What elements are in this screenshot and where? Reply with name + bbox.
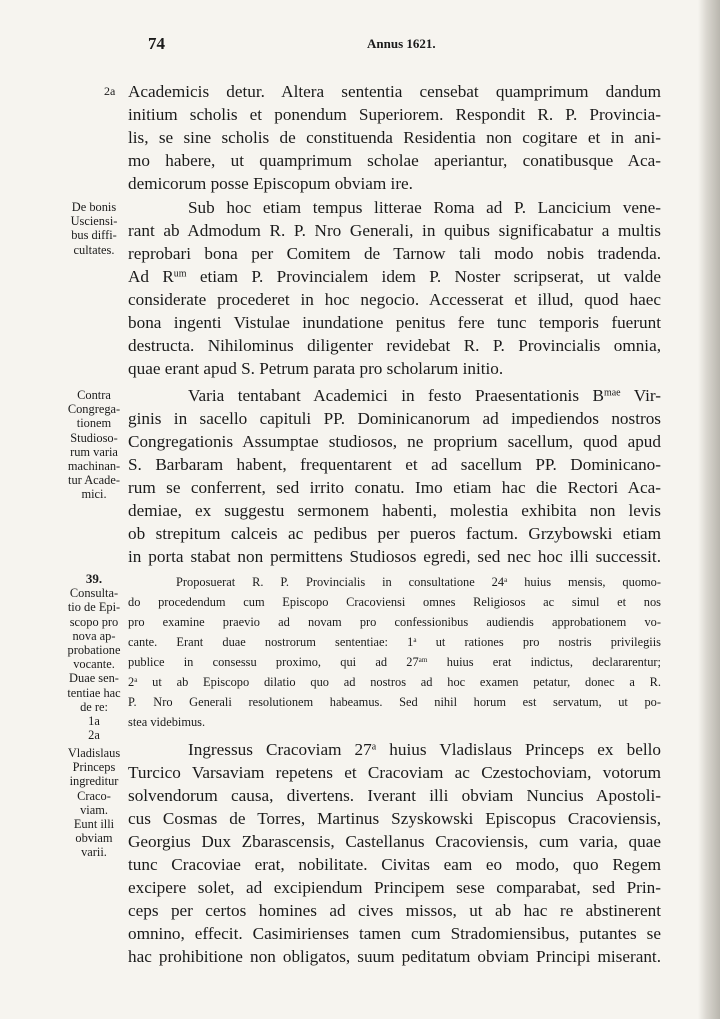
- text-line: quae erant apud S. Petrum parata pro scholarum initio.: [128, 359, 504, 378]
- text-line: Proposuerat R. P. Provincialis in consultatione 24$^a$ huius mensis, quomo-: [176, 575, 661, 589]
- text-line: lis, se sine scholis de constituenda Residentia non cogitare et in ani-: [128, 128, 661, 147]
- margin-line: Eunt illi: [73, 817, 115, 832]
- text-line: cante. Erant duae nostrorum sententiae: 1$^a$ ut rationes pro nostris privilegiis: [128, 635, 661, 649]
- text-line: 2$^a$ ut ab Episcopo dilatio quo ad nostros ad hoc examen petatur, donec a R.: [128, 675, 661, 689]
- margin-line: rum varia: [70, 444, 118, 459]
- text-line: S. Barbaram habent, frequentarent et ad sacellum PP. Dominicano-: [128, 455, 661, 474]
- margin-line: tionem: [76, 416, 112, 431]
- text-line: ceps per certos homines ad cives missos, ut ab hac re abstinerent: [128, 901, 661, 920]
- margin-line: Craco-: [77, 788, 111, 803]
- margin-note-vladislaus: [60, 746, 128, 860]
- text-line: destructa. Nihilominus diligenter revidebat R. P. Provincialis omnia,: [128, 336, 661, 355]
- text-line: rant ab Admodum R. P. Nro Generali, in quibus significabatur a multis: [128, 221, 661, 240]
- text-line: demicorum posse Episcopum obviam ire.: [128, 174, 413, 193]
- text-line: hac prohibitione non obligatos, suum peditatum obviam Principi miserant.: [128, 947, 661, 966]
- text-line: Turcico Varsaviam repetens et Cracoviam ac Czestochoviam, votorum: [128, 763, 661, 782]
- text-line: tunc Cracoviae erat, nobilitate. Civitas eam eo modo, quo Regem: [128, 855, 661, 874]
- text-line: cus Cosmas de Torres, Martinus Szyskowski Episcopus Cracoviensis,: [128, 809, 661, 828]
- margin-line: obviam: [75, 831, 113, 846]
- margin-note-section-39: [60, 572, 128, 742]
- page-number: 74: [148, 34, 165, 53]
- text-line: solvendorum causa, divertens. Iverant illi obviam Nuncius Apostoli-: [128, 786, 661, 805]
- margin-note-de-bonis: [60, 200, 128, 257]
- margin-line: tio de Epi-: [67, 600, 121, 615]
- text-line: P. Nro Generali resolutionem habeamus. Sed nihil horum est servatum, ut po-: [128, 695, 661, 709]
- running-head: Annus 1621.: [367, 36, 436, 51]
- text-line: publice in consessu proximo, qui ad $27^{am}$ huius erat indictus, declararentur;: [128, 655, 661, 669]
- text-line: Congregationis Assumptae studiosos, ne proprium sacellum, quod apud: [128, 432, 661, 451]
- text-line: excipere solet, ad excipiendum Principem sese comparabat, sed Prin-: [128, 878, 661, 897]
- margin-line: Congrega-: [67, 402, 121, 417]
- margin-line: Contra: [77, 388, 111, 402]
- page-header: [0, 34, 720, 56]
- margin-line: Consulta-: [69, 586, 119, 601]
- margin-line: Usciensi-: [70, 214, 118, 229]
- margin-line: mici.: [81, 487, 107, 502]
- margin-line: Studioso-: [70, 430, 118, 445]
- margin-line: de re:: [80, 699, 108, 714]
- margin-line: scopo pro: [69, 614, 119, 629]
- text-line: bona ingenti Vistulae inundatione penitus fere tunc temporis fuerunt: [128, 313, 661, 332]
- margin-line: tentiae hac: [67, 685, 121, 700]
- margin-line: Vladislaus: [67, 746, 121, 760]
- margin-marker-2a: 2a: [104, 84, 116, 98]
- text-line: demiae, ex suggestu sermonem habenti, molestia exhibita non levis: [128, 501, 661, 520]
- text-line: Ad $R^{um}$ etiam P. Provincialem idem P. Noster scripserat, ut valde: [128, 267, 661, 286]
- margin-line: tur Acade-: [68, 473, 120, 488]
- margin-line: bus diffi-: [71, 228, 117, 243]
- margin-line: varii.: [81, 845, 107, 860]
- margin-line: viam.: [80, 802, 108, 817]
- text-line: rum se conferrent, sed irrito conatu. Imo etiam hac die Rectori Aca-: [128, 478, 661, 497]
- text-line: Varia tentabant Academici in festo Praesentationis $B^{mae}$ Vir-: [188, 386, 661, 405]
- text-line: Sub hoc etiam tempus litterae Roma ad P. Lancicium vene-: [188, 198, 661, 217]
- section-number: 39.: [85, 571, 103, 586]
- margin-line: Duae sen-: [69, 671, 119, 686]
- text-line: stea videbimus.: [128, 715, 206, 729]
- margin-line: 2a: [88, 728, 100, 743]
- margin-line: vocante.: [73, 657, 115, 672]
- margin-line: ingreditur: [69, 774, 119, 789]
- text-line: in porta stabat non permittens Studiosos egredi, sed nec hoc illi successit.: [128, 547, 661, 566]
- text-line: reprobari bona per Comitem de Tarnow tali modo nobis tradenda.: [128, 244, 661, 263]
- margin-line: nova ap-: [72, 628, 116, 643]
- text-line: mo habere, ut quamprimum scholae aperiantur, conatibusque Aca-: [128, 151, 661, 170]
- text-line: do procedendum cum Episcopo Cracoviensi omnes Religiosos ac simul et nos: [128, 595, 661, 609]
- margin-line: Princeps: [72, 760, 116, 775]
- margin-line: machinan-: [67, 459, 121, 474]
- text-line: initium scholis et ponendum Superiorem. Respondit R. P. Provincia-: [128, 105, 661, 124]
- margin-line: cultates.: [73, 242, 115, 257]
- margin-line: 1a: [88, 714, 100, 729]
- text-line: Academicis detur. Altera sententia censebat quamprimum dandum: [128, 82, 661, 101]
- text-line: Ingressus Cracoviam 27$^a$ huius Vladislaus Princeps ex bello: [188, 740, 661, 759]
- text-line: pro examine praevio ad novam pro confessionibus audiendis approbationem vo-: [128, 615, 661, 629]
- text-line: omnino, effecit. Casimirienses tamen cum Stradomiensibus, putantes se: [128, 924, 661, 943]
- margin-line: probatione: [67, 643, 121, 658]
- margin-note-contra: [60, 388, 128, 502]
- text-line: ob strepitum calceis ac pedibus per pueros factum. Grzybowski etiam: [128, 524, 661, 543]
- page-edge-shadow: [698, 0, 720, 1019]
- text-line: ginis in sacello capituli PP. Dominicanorum ad impediendos nostros: [128, 409, 661, 428]
- margin-line: De bonis: [71, 200, 117, 214]
- text-line: considerate procederet in hoc negocio. Accesserat et illud, quod haec: [128, 290, 661, 309]
- text-line: Georgius Dux Zbarascensis, Castellanus Cracoviensis, cum varia, quae: [128, 832, 661, 851]
